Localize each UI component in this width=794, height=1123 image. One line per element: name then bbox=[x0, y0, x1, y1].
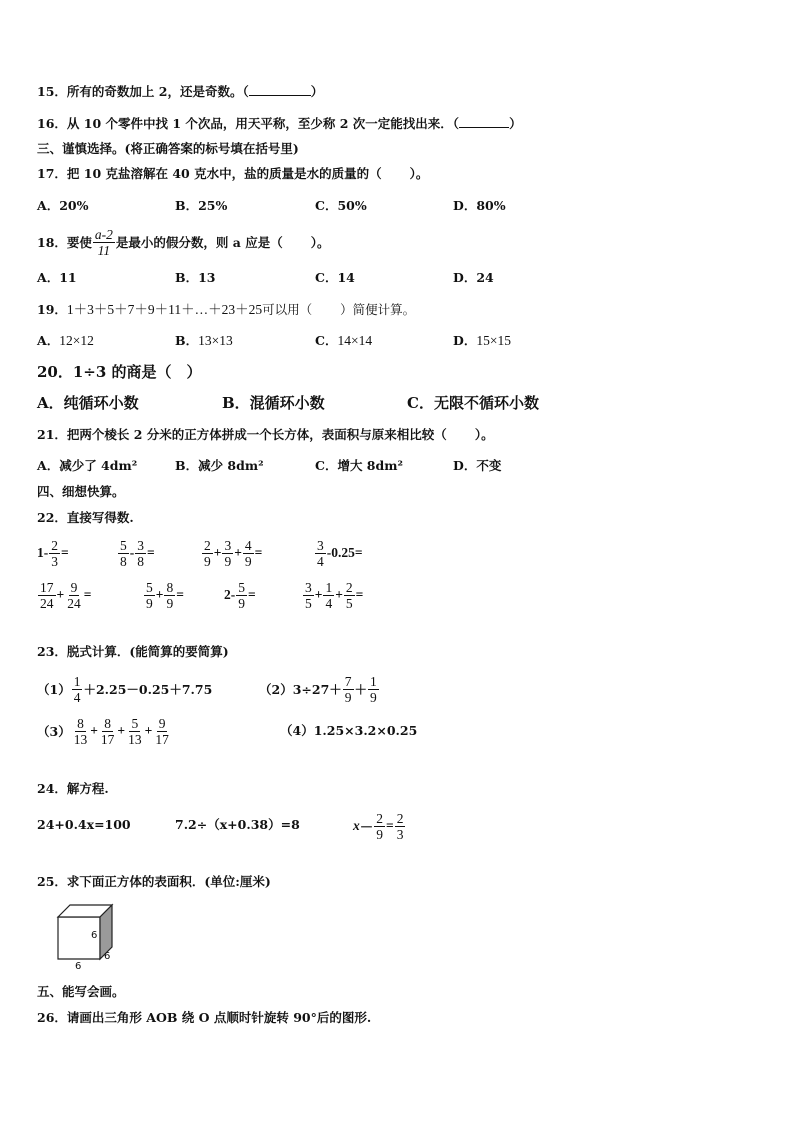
q17-text: 把 10 克盐溶解在 40 克水中，盐的质量是水的质量的（ bbox=[66, 166, 382, 181]
q16-answer-blank[interactable] bbox=[459, 115, 509, 128]
q22-2-num-b: 3 bbox=[137, 537, 144, 553]
q18-option-a[interactable]: A．11 bbox=[37, 270, 77, 285]
q23-3-frac-b bbox=[99, 716, 117, 747]
q17-option-a[interactable]: A．20% bbox=[37, 198, 89, 213]
q22-1-pre: 1- bbox=[37, 545, 49, 560]
q19-expression: 1＋3＋5＋7＋9＋11＋…＋23＋25 bbox=[66, 302, 263, 317]
q23-1-num: 1 bbox=[73, 673, 81, 689]
q22-1-eq: = bbox=[61, 545, 69, 560]
q23-3-den-d: 17 bbox=[155, 731, 169, 747]
q19-option-d-expr: 15×15 bbox=[476, 333, 511, 348]
q23-3-op-a: + bbox=[90, 723, 98, 738]
q21-number: 21． bbox=[37, 427, 67, 442]
q22-1-frac bbox=[49, 538, 60, 569]
question-19 bbox=[37, 302, 415, 318]
q23-part-3 bbox=[37, 713, 172, 749]
section-3-title: 三、谨慎选择。(将正确答案的标号填在括号里) bbox=[37, 141, 299, 156]
q22-2-num-a: 5 bbox=[120, 537, 127, 553]
q22-item-3 bbox=[201, 536, 262, 570]
q17-option-b[interactable]: B．25% bbox=[175, 198, 228, 213]
cube-label-front: 6 bbox=[91, 930, 98, 941]
q22-item-2 bbox=[117, 536, 155, 570]
q24-equation-3 bbox=[353, 808, 406, 844]
q22-item-4 bbox=[314, 536, 363, 570]
question-17 bbox=[37, 166, 428, 182]
q22-2-den-a: 8 bbox=[120, 553, 127, 569]
q19-option-a-label: A． bbox=[37, 333, 60, 348]
q23-3-den-b: 17 bbox=[100, 731, 115, 747]
q22-7-den: 9 bbox=[238, 595, 245, 611]
question-26-title: 26．请画出三角形 AOB 绕 O 点顺时针旋转 90°后的图形. bbox=[37, 1010, 372, 1025]
q22-3-frac-c bbox=[243, 538, 254, 569]
q22-3-frac-b bbox=[222, 538, 233, 569]
q23-2-num-a: 7 bbox=[344, 673, 352, 689]
q17-number: 17． bbox=[37, 166, 67, 181]
q22-2-eq: = bbox=[147, 545, 155, 560]
question-24-title: 24．解方程. bbox=[37, 781, 109, 796]
q18-frac-num: a-2 bbox=[94, 226, 113, 242]
q22-8-frac-b bbox=[323, 580, 334, 611]
q22-2-frac-a bbox=[118, 538, 129, 569]
q22-8-op-a: + bbox=[314, 587, 323, 602]
q23-1-rest: ＋2.25－0.25＋7.75 bbox=[83, 682, 213, 697]
q23-3-frac-d bbox=[153, 716, 171, 747]
q22-7-frac bbox=[236, 580, 247, 611]
q19-option-c-label: C． bbox=[315, 333, 338, 348]
q18-post: 是最小的假分数，则 a 应是（ bbox=[115, 235, 283, 250]
q22-8-num-c: 2 bbox=[345, 579, 353, 595]
q22-4-num: 3 bbox=[317, 537, 324, 553]
q24-3-num-a: 2 bbox=[376, 810, 383, 826]
q22-3-eq: = bbox=[254, 545, 263, 560]
q23-2-op: ＋ bbox=[354, 682, 368, 697]
q15-number: 15． bbox=[37, 84, 67, 99]
q22-3-den-b: 9 bbox=[224, 553, 232, 569]
q22-8-num-a: 3 bbox=[305, 579, 312, 595]
q23-3-frac-a bbox=[72, 716, 90, 747]
q18-number: 18． bbox=[37, 235, 67, 250]
q18-fraction bbox=[93, 227, 115, 258]
q24-3-num-b: 2 bbox=[396, 810, 404, 826]
q22-3-op-a: + bbox=[213, 545, 222, 560]
q22-5-num-b: 9 bbox=[70, 579, 78, 595]
q23-3-num-c: 5 bbox=[131, 715, 139, 731]
q21-option-b[interactable]: B．减少 8dm² bbox=[175, 458, 264, 473]
q23-1-label: （1） bbox=[37, 682, 71, 697]
q22-8-frac-a bbox=[303, 580, 314, 611]
q23-1-frac bbox=[72, 674, 83, 705]
q22-4-frac bbox=[315, 538, 326, 569]
q22-5-eq: = bbox=[83, 587, 92, 602]
q24-3-eq: = bbox=[386, 818, 394, 833]
q22-6-frac-a bbox=[144, 580, 155, 611]
q23-2-label: （2）3÷27＋ bbox=[259, 682, 342, 697]
q22-8-den-b: 4 bbox=[325, 595, 333, 611]
q24-3-frac-a bbox=[374, 811, 385, 842]
cube-label-right: 6 bbox=[104, 951, 111, 962]
q16-close: ） bbox=[509, 116, 522, 131]
q21-option-a[interactable]: A．减少了 4dm² bbox=[37, 458, 138, 473]
question-16 bbox=[37, 115, 522, 132]
q23-3-label: （3） bbox=[37, 724, 71, 739]
question-15 bbox=[37, 83, 323, 100]
q21-close: ）。 bbox=[474, 427, 494, 442]
q22-3-num-b: 3 bbox=[224, 537, 232, 553]
q22-6-den-a: 9 bbox=[146, 595, 153, 611]
q24-3-den-a: 9 bbox=[376, 826, 383, 842]
q22-6-num-b: 8 bbox=[166, 579, 174, 595]
q22-6-den-b: 9 bbox=[166, 595, 174, 611]
q16-number: 16． bbox=[37, 116, 67, 131]
cube-label-bottom: 6 bbox=[75, 961, 82, 972]
q19-option-c-expr: 14×14 bbox=[337, 333, 373, 348]
question-18 bbox=[37, 226, 330, 258]
cube-figure bbox=[56, 903, 120, 972]
q22-8-num-b: 1 bbox=[325, 579, 333, 595]
q23-2-den-a: 9 bbox=[344, 689, 352, 705]
question-21 bbox=[37, 427, 494, 443]
q18-pre: 要使 bbox=[66, 235, 92, 250]
q18-option-d[interactable]: D．24 bbox=[453, 270, 494, 285]
q22-7-eq: = bbox=[248, 587, 256, 602]
q22-4-den: 4 bbox=[317, 553, 324, 569]
q23-3-num-d: 9 bbox=[158, 715, 166, 731]
q24-equation-2: 7.2÷（x+0.38）=8 bbox=[175, 817, 300, 832]
q20-option-b[interactable]: B．混循环小数 bbox=[222, 394, 325, 412]
q19-option-b[interactable] bbox=[175, 333, 233, 349]
q23-3-frac-c bbox=[126, 716, 144, 747]
q23-3-den-a: 13 bbox=[73, 731, 88, 747]
q22-item-8 bbox=[302, 578, 363, 612]
q22-5-den-a: 24 bbox=[40, 595, 54, 611]
q22-6-op: + bbox=[155, 587, 164, 602]
q19-option-d-label: D． bbox=[453, 333, 477, 348]
q17-close: ）。 bbox=[409, 166, 429, 181]
q22-5-frac-b bbox=[65, 580, 83, 611]
q23-part-2 bbox=[259, 672, 380, 706]
q22-3-num-a: 2 bbox=[204, 537, 211, 553]
q22-8-frac-c bbox=[344, 580, 355, 611]
q23-3-op-b: + bbox=[117, 723, 126, 738]
q22-7-pre: 2- bbox=[224, 587, 236, 602]
q22-item-5 bbox=[37, 578, 91, 612]
q19-text: 可以用（ bbox=[262, 302, 313, 317]
q23-3-num-b: 8 bbox=[104, 715, 112, 731]
q23-2-frac-a bbox=[343, 674, 354, 705]
q22-3-op-b: + bbox=[234, 545, 242, 560]
q22-2-op: - bbox=[129, 545, 135, 560]
q24-3-var: x bbox=[353, 818, 360, 833]
q19-option-a-expr: 12×12 bbox=[59, 333, 94, 348]
q22-8-den-a: 5 bbox=[305, 595, 312, 611]
q22-1-den: 3 bbox=[51, 553, 58, 569]
q23-3-op-c: + bbox=[144, 723, 153, 738]
section-4-title: 四、细想快算。 bbox=[37, 484, 125, 499]
q24-equation-1: 24+0.4x=100 bbox=[37, 817, 131, 832]
q23-part-1 bbox=[37, 672, 212, 706]
q23-3-den-c: 13 bbox=[128, 731, 142, 747]
q24-3-frac-b bbox=[395, 811, 406, 842]
q19-option-b-expr: 13×13 bbox=[198, 333, 233, 348]
q22-3-frac-a bbox=[202, 538, 213, 569]
q24-3-den-b: 3 bbox=[396, 826, 404, 842]
q18-option-c[interactable]: C．14 bbox=[315, 270, 355, 285]
q19-option-b-label: B． bbox=[175, 333, 199, 348]
cube-drawing bbox=[56, 903, 120, 965]
q22-2-frac-b bbox=[135, 538, 146, 569]
q18-close: ）。 bbox=[310, 235, 330, 250]
q20-option-a[interactable]: A．纯循环小数 bbox=[37, 394, 139, 412]
q21-option-c[interactable]: C．增大 8dm² bbox=[315, 458, 403, 473]
q16-text: 从 10 个零件中找 1 个次品，用天平称，至少称 2 次一定能找出来．（ bbox=[66, 116, 460, 131]
q18-option-b[interactable]: B．13 bbox=[175, 270, 216, 285]
q22-6-frac-b bbox=[164, 580, 175, 611]
q19-option-a[interactable] bbox=[37, 333, 94, 349]
q15-text: 所有的奇数加上 2，还是奇数。（ bbox=[66, 84, 249, 99]
q22-1-num: 2 bbox=[51, 537, 58, 553]
q22-8-eq: = bbox=[355, 587, 364, 602]
q19-number: 19． bbox=[37, 302, 67, 317]
q22-6-eq: = bbox=[176, 587, 184, 602]
q19-option-c[interactable] bbox=[315, 333, 372, 349]
q23-part-4: （4）1.25×3.2×0.25 bbox=[280, 723, 418, 738]
q22-8-op-b: + bbox=[335, 587, 343, 602]
q22-5-den-b: 24 bbox=[67, 595, 81, 611]
question-20: 20．1÷3 的商是（ ） bbox=[37, 363, 202, 381]
q22-3-num-c: 4 bbox=[244, 537, 252, 553]
q21-option-d[interactable]: D．不变 bbox=[453, 458, 502, 473]
q22-8-den-c: 5 bbox=[345, 595, 353, 611]
q17-option-c[interactable]: C．50% bbox=[315, 198, 367, 213]
q23-2-den-b: 9 bbox=[370, 689, 377, 705]
section-5-title: 五、能写会画。 bbox=[37, 984, 125, 999]
q22-item-7 bbox=[224, 578, 256, 612]
q22-5-op: + bbox=[56, 587, 65, 602]
q19-close: ）简便计算。 bbox=[340, 302, 416, 317]
q22-3-den-a: 9 bbox=[204, 553, 211, 569]
q22-6-num-a: 5 bbox=[146, 579, 153, 595]
question-22-title: 22．直接写得数. bbox=[37, 510, 134, 525]
q23-1-den: 4 bbox=[73, 689, 81, 705]
q22-7-num: 5 bbox=[238, 579, 245, 595]
q24-3-op: － bbox=[359, 820, 374, 835]
q22-2-den-b: 8 bbox=[137, 553, 144, 569]
q20-option-c[interactable]: C．无限不循环小数 bbox=[407, 394, 539, 412]
q21-text: 把两个棱长 2 分米的正方体拼成一个长方体，表面积与原来相比较（ bbox=[66, 427, 447, 442]
q22-4-post: -0.25= bbox=[326, 545, 363, 560]
q18-frac-den: 11 bbox=[97, 242, 111, 258]
q15-close: ） bbox=[310, 84, 324, 99]
q23-3-num-a: 8 bbox=[77, 715, 84, 731]
q19-option-d[interactable] bbox=[453, 333, 511, 349]
q23-2-num-b: 1 bbox=[370, 673, 377, 689]
q22-item-6 bbox=[143, 578, 184, 612]
q15-answer-blank[interactable] bbox=[249, 83, 311, 96]
q22-item-1 bbox=[37, 536, 69, 570]
question-23-title: 23．脱式计算．(能简算的要简算) bbox=[37, 644, 229, 659]
q22-5-num-a: 17 bbox=[40, 579, 54, 595]
question-25-title: 25．求下面正方体的表面积．(单位:厘米) bbox=[37, 874, 271, 889]
q17-option-d[interactable]: D．80% bbox=[453, 198, 506, 213]
q22-5-frac-a bbox=[38, 580, 56, 611]
q22-3-den-c: 9 bbox=[244, 553, 252, 569]
q23-2-frac-b bbox=[368, 674, 379, 705]
